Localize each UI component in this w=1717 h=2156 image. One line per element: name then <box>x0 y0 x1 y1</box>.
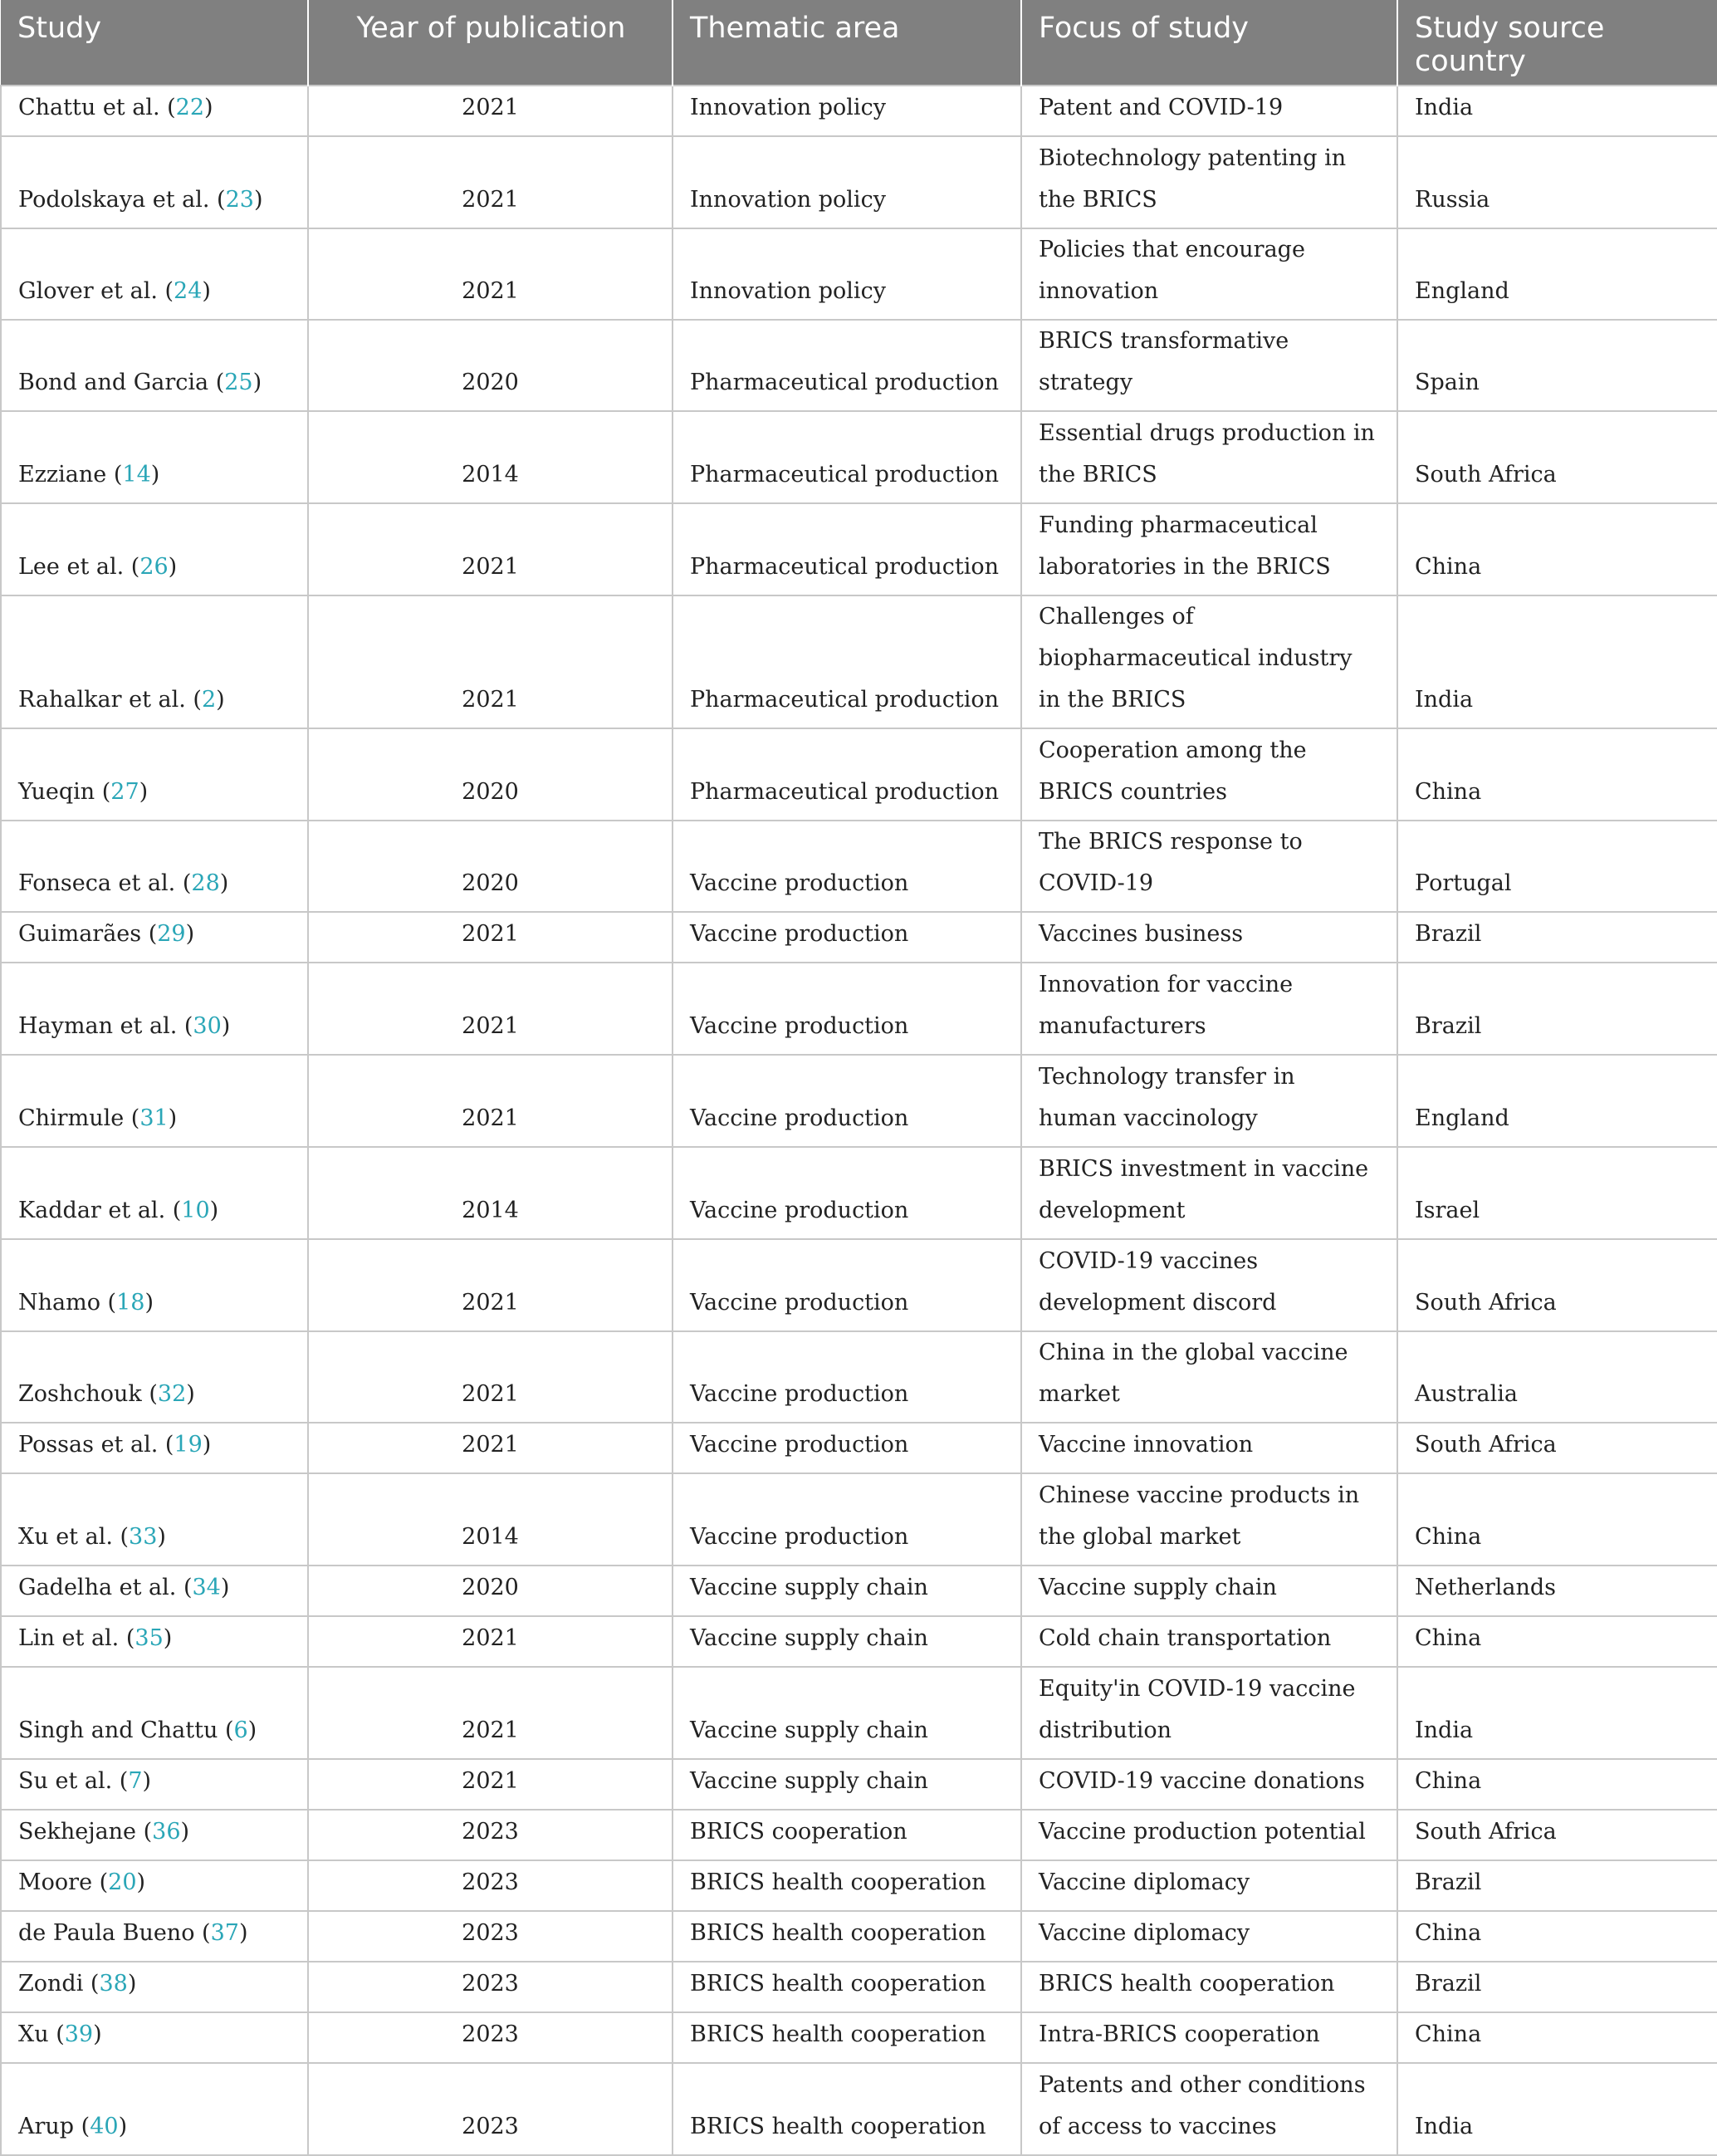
year-cell: 2021 <box>308 1759 673 1810</box>
reference-close-paren: ) <box>118 2114 128 2139</box>
table-row <box>1 1616 1717 1667</box>
thematic-area-cell: BRICS cooperation <box>673 1810 1021 1860</box>
table-row <box>1 1759 1717 1810</box>
focus-cell: Patent and COVID-19 <box>1021 86 1397 136</box>
reference-close-paren: ) <box>253 187 263 213</box>
reference-close-paren: ) <box>136 1869 146 1895</box>
reference-link[interactable]: 37 <box>210 1920 239 1946</box>
country-cell: Brazil <box>1397 1962 1717 2012</box>
reference-link[interactable]: 39 <box>64 2021 94 2047</box>
study-cell <box>1 1860 308 1911</box>
reference-close-paren: ) <box>127 1971 137 1997</box>
reference-close-paren: ) <box>186 1381 195 1407</box>
country-cell: England <box>1397 228 1717 320</box>
country-cell: South Africa <box>1397 411 1717 503</box>
study-author: Singh and Chattu ( <box>18 1717 234 1743</box>
reference-link[interactable]: 33 <box>129 1524 158 1550</box>
focus-cell: Vaccine diplomacy <box>1021 1911 1397 1962</box>
reference-link[interactable]: 6 <box>233 1717 248 1743</box>
focus-cell: BRICS investment in vaccine development <box>1021 1147 1397 1239</box>
thematic-area-cell: Innovation policy <box>673 86 1021 136</box>
reference-close-paren: ) <box>150 462 160 488</box>
reference-close-paren: ) <box>209 1198 219 1223</box>
reference-link[interactable]: 27 <box>110 779 139 805</box>
study-author: Bond and Garcia ( <box>18 370 225 395</box>
study-cell <box>1 1616 308 1667</box>
country-cell: India <box>1397 1667 1717 1759</box>
study-cell <box>1 1473 308 1566</box>
country-cell: South Africa <box>1397 1239 1717 1331</box>
thematic-area-cell: Innovation policy <box>673 136 1021 228</box>
study-cell <box>1 136 308 228</box>
table-row <box>1 595 1717 728</box>
study-author: Fonseca et al. ( <box>18 870 192 896</box>
focus-cell: The BRICS response to COVID-19 <box>1021 821 1397 912</box>
header-thematic-area: Thematic area <box>673 0 1021 86</box>
year-cell: 2021 <box>308 912 673 963</box>
study-author: Arup ( <box>18 2114 90 2139</box>
thematic-area-cell: BRICS health cooperation <box>673 2012 1021 2063</box>
reference-close-paren: ) <box>202 1432 212 1458</box>
focus-cell: Vaccine innovation <box>1021 1423 1397 1473</box>
focus-cell: COVID-19 vaccines development discord <box>1021 1239 1397 1331</box>
study-author: Gadelha et al. ( <box>18 1575 193 1600</box>
reference-close-paren: ) <box>252 370 262 395</box>
table-row <box>1 2063 1717 2155</box>
study-cell <box>1 1566 308 1616</box>
reference-link[interactable]: 31 <box>139 1105 169 1131</box>
reference-close-paren: ) <box>247 1717 257 1743</box>
study-author: Hayman et al. ( <box>18 1013 193 1039</box>
focus-cell: Intra-BRICS cooperation <box>1021 2012 1397 2063</box>
study-cell <box>1 821 308 912</box>
table-header <box>1 0 1717 86</box>
reference-close-paren: ) <box>185 921 195 947</box>
year-cell: 2021 <box>308 503 673 595</box>
header-year: Year of publication <box>308 0 673 86</box>
table-row <box>1 1860 1717 1911</box>
year-cell: 2023 <box>308 2012 673 2063</box>
thematic-area-cell: Vaccine production <box>673 912 1021 963</box>
table-row <box>1 1566 1717 1616</box>
country-cell: China <box>1397 1911 1717 1962</box>
header-country: Study source country <box>1397 0 1717 86</box>
reference-close-paren: ) <box>216 687 225 713</box>
thematic-area-cell: Vaccine supply chain <box>673 1566 1021 1616</box>
reference-close-paren: ) <box>238 1920 248 1946</box>
header-study: Study <box>1 0 308 86</box>
thematic-area-cell: BRICS health cooperation <box>673 1860 1021 1911</box>
study-author: Glover et al. ( <box>18 278 174 304</box>
country-cell: Australia <box>1397 1331 1717 1423</box>
thematic-area-cell: Vaccine production <box>673 1147 1021 1239</box>
study-cell <box>1 1759 308 1810</box>
year-cell: 2021 <box>308 1423 673 1473</box>
table-row <box>1 320 1717 411</box>
table-row <box>1 821 1717 912</box>
year-cell: 2021 <box>308 595 673 728</box>
reference-link[interactable]: 34 <box>192 1575 221 1600</box>
country-cell: Russia <box>1397 136 1717 228</box>
study-cell <box>1 503 308 595</box>
header-focus: Focus of study <box>1021 0 1397 86</box>
study-cell <box>1 1239 308 1331</box>
table-row <box>1 1810 1717 1860</box>
year-cell: 2023 <box>308 1962 673 2012</box>
country-cell: China <box>1397 728 1717 821</box>
study-author: Yueqin ( <box>18 779 111 805</box>
study-cell <box>1 1055 308 1147</box>
year-cell: 2021 <box>308 1239 673 1331</box>
study-cell <box>1 1911 308 1962</box>
thematic-area-cell: Innovation policy <box>673 228 1021 320</box>
country-cell: India <box>1397 2063 1717 2155</box>
focus-cell: Cold chain transportation <box>1021 1616 1397 1667</box>
reference-link[interactable]: 19 <box>174 1432 203 1458</box>
reference-link[interactable]: 18 <box>116 1290 145 1316</box>
thematic-area-cell: Vaccine supply chain <box>673 1667 1021 1759</box>
thematic-area-cell: Pharmaceutical production <box>673 503 1021 595</box>
reference-link[interactable]: 28 <box>191 870 220 896</box>
reference-link[interactable]: 7 <box>128 1768 143 1794</box>
study-author: Ezziane ( <box>18 462 123 488</box>
country-cell: China <box>1397 503 1717 595</box>
table-row <box>1 1239 1717 1331</box>
table-row <box>1 411 1717 503</box>
header-row <box>1 0 1717 86</box>
focus-cell: Funding pharmaceutical laboratories in the BRICS <box>1021 503 1397 595</box>
year-cell: 2021 <box>308 228 673 320</box>
country-cell: Spain <box>1397 320 1717 411</box>
focus-cell: Equity'in COVID-19 vaccine distribution <box>1021 1667 1397 1759</box>
reference-link[interactable]: 23 <box>225 187 254 213</box>
reference-close-paren: ) <box>144 1290 154 1316</box>
study-author: Zoshchouk ( <box>18 1381 158 1407</box>
thematic-area-cell: Vaccine production <box>673 1239 1021 1331</box>
country-cell: South Africa <box>1397 1810 1717 1860</box>
study-cell <box>1 320 308 411</box>
study-cell <box>1 1667 308 1759</box>
table-row <box>1 728 1717 821</box>
focus-cell: Vaccine supply chain <box>1021 1566 1397 1616</box>
focus-cell: Biotechnology patenting in the BRICS <box>1021 136 1397 228</box>
year-cell: 2023 <box>308 1810 673 1860</box>
country-cell: Portugal <box>1397 821 1717 912</box>
reference-close-paren: ) <box>139 779 149 805</box>
table-row <box>1 1667 1717 1759</box>
year-cell: 2021 <box>308 136 673 228</box>
study-cell <box>1 411 308 503</box>
thematic-area-cell: Vaccine production <box>673 963 1021 1055</box>
country-cell: Brazil <box>1397 963 1717 1055</box>
thematic-area-cell: Vaccine production <box>673 1423 1021 1473</box>
table-row <box>1 1473 1717 1566</box>
reference-link[interactable]: 32 <box>157 1381 187 1407</box>
study-author: Zondi ( <box>18 1971 100 1997</box>
year-cell: 2020 <box>308 1566 673 1616</box>
study-cell <box>1 728 308 821</box>
country-cell: China <box>1397 1473 1717 1566</box>
study-author: Xu et al. ( <box>18 1524 130 1550</box>
year-cell: 2021 <box>308 1667 673 1759</box>
focus-cell: COVID-19 vaccine donations <box>1021 1759 1397 1810</box>
study-author: Moore ( <box>18 1869 109 1895</box>
year-cell: 2021 <box>308 1616 673 1667</box>
reference-close-paren: ) <box>168 1105 178 1131</box>
country-cell: China <box>1397 1759 1717 1810</box>
reference-link[interactable]: 25 <box>224 370 253 395</box>
thematic-area-cell: Vaccine production <box>673 1331 1021 1423</box>
reference-close-paren: ) <box>163 1625 173 1651</box>
focus-cell: Patents and other conditions of access to vaccines <box>1021 2063 1397 2155</box>
study-cell <box>1 1810 308 1860</box>
study-author: Su et al. ( <box>18 1768 129 1794</box>
focus-cell: BRICS health cooperation <box>1021 1962 1397 2012</box>
thematic-area-cell: Vaccine production <box>673 821 1021 912</box>
study-cell <box>1 963 308 1055</box>
thematic-area-cell: Pharmaceutical production <box>673 320 1021 411</box>
reference-link[interactable]: 2 <box>201 687 217 713</box>
year-cell: 2014 <box>308 1473 673 1566</box>
focus-cell: Cooperation among the BRICS countries <box>1021 728 1397 821</box>
study-author: Kaddar et al. ( <box>18 1198 182 1223</box>
focus-cell: China in the global vaccine market <box>1021 1331 1397 1423</box>
table-row <box>1 1055 1717 1147</box>
reference-close-paren: ) <box>202 278 211 304</box>
study-author: de Paula Bueno ( <box>18 1920 211 1946</box>
focus-cell: Vaccine diplomacy <box>1021 1860 1397 1911</box>
country-cell: Netherlands <box>1397 1566 1717 1616</box>
reference-link[interactable]: 40 <box>90 2114 119 2139</box>
reference-close-paren: ) <box>220 1575 230 1600</box>
study-cell <box>1 1962 308 2012</box>
focus-cell: Challenges of biopharmaceutical industry in the BRICS <box>1021 595 1397 728</box>
study-cell <box>1 86 308 136</box>
country-cell: India <box>1397 595 1717 728</box>
year-cell: 2021 <box>308 86 673 136</box>
reference-link[interactable]: 35 <box>135 1625 164 1651</box>
thematic-area-cell: Pharmaceutical production <box>673 595 1021 728</box>
reference-link[interactable]: 26 <box>139 554 169 580</box>
reference-link[interactable]: 14 <box>122 462 151 488</box>
study-cell <box>1 595 308 728</box>
study-author: Podolskaya et al. ( <box>18 187 226 213</box>
reference-close-paren: ) <box>168 554 178 580</box>
table-row <box>1 1962 1717 2012</box>
year-cell: 2023 <box>308 1911 673 1962</box>
year-cell: 2023 <box>308 1860 673 1911</box>
study-cell <box>1 1331 308 1423</box>
study-author: Guimarães ( <box>18 921 158 947</box>
year-cell: 2023 <box>308 2063 673 2155</box>
table-row <box>1 86 1717 136</box>
reference-link[interactable]: 30 <box>193 1013 222 1039</box>
study-cell <box>1 912 308 963</box>
study-cell <box>1 1423 308 1473</box>
thematic-area-cell: Vaccine production <box>673 1055 1021 1147</box>
focus-cell: BRICS transformative strategy <box>1021 320 1397 411</box>
reference-link[interactable]: 24 <box>174 278 203 304</box>
table-row <box>1 963 1717 1055</box>
table-row <box>1 503 1717 595</box>
reference-close-paren: ) <box>204 95 213 120</box>
table-row <box>1 912 1717 963</box>
study-author: Chattu et al. ( <box>18 95 176 120</box>
thematic-area-cell: Vaccine production <box>673 1473 1021 1566</box>
table-row <box>1 228 1717 320</box>
country-cell: China <box>1397 1616 1717 1667</box>
year-cell: 2021 <box>308 963 673 1055</box>
focus-cell: Innovation for vaccine manufacturers <box>1021 963 1397 1055</box>
country-cell: Israel <box>1397 1147 1717 1239</box>
country-cell: England <box>1397 1055 1717 1147</box>
year-cell: 2021 <box>308 1331 673 1423</box>
thematic-area-cell: Vaccine supply chain <box>673 1616 1021 1667</box>
reference-link[interactable]: 29 <box>157 921 186 947</box>
reference-link[interactable]: 10 <box>181 1198 210 1223</box>
table-row <box>1 1911 1717 1962</box>
focus-cell: Policies that encourage innovation <box>1021 228 1397 320</box>
thematic-area-cell: Pharmaceutical production <box>673 728 1021 821</box>
study-author: Lin et al. ( <box>18 1625 135 1651</box>
reference-link[interactable]: 38 <box>99 1971 128 1997</box>
study-author: Rahalkar et al. ( <box>18 687 202 713</box>
country-cell: Brazil <box>1397 912 1717 963</box>
study-author: Possas et al. ( <box>18 1432 174 1458</box>
thematic-area-cell: Pharmaceutical production <box>673 411 1021 503</box>
study-cell <box>1 2063 308 2155</box>
country-cell: Brazil <box>1397 1860 1717 1911</box>
thematic-area-cell: BRICS health cooperation <box>673 1911 1021 1962</box>
thematic-area-cell: BRICS health cooperation <box>673 1962 1021 2012</box>
focus-cell: Vaccine production potential <box>1021 1810 1397 1860</box>
country-cell: India <box>1397 86 1717 136</box>
table-row <box>1 1423 1717 1473</box>
country-cell: China <box>1397 2012 1717 2063</box>
reference-close-paren: ) <box>180 1819 190 1845</box>
reference-close-paren: ) <box>221 1013 231 1039</box>
focus-cell: Essential drugs production in the BRICS <box>1021 411 1397 503</box>
table-row <box>1 1331 1717 1423</box>
study-author: Nhamo ( <box>18 1290 117 1316</box>
reference-close-paren: ) <box>93 2021 102 2047</box>
study-author: Xu ( <box>18 2021 65 2047</box>
table-body <box>1 86 1717 2155</box>
focus-cell: Chinese vaccine products in the global market <box>1021 1473 1397 1566</box>
reference-link[interactable]: 20 <box>108 1869 137 1895</box>
table-row <box>1 1147 1717 1239</box>
table-row <box>1 2012 1717 2063</box>
study-author: Lee et al. ( <box>18 554 140 580</box>
reference-close-paren: ) <box>157 1524 166 1550</box>
year-cell: 2020 <box>308 728 673 821</box>
study-author: Chirmule ( <box>18 1105 140 1131</box>
year-cell: 2021 <box>308 1055 673 1147</box>
year-cell: 2014 <box>308 1147 673 1239</box>
year-cell: 2014 <box>308 411 673 503</box>
reference-close-paren: ) <box>219 870 229 896</box>
country-cell: South Africa <box>1397 1423 1717 1473</box>
reference-link[interactable]: 36 <box>152 1819 181 1845</box>
focus-cell: Technology transfer in human vaccinology <box>1021 1055 1397 1147</box>
table-row <box>1 136 1717 228</box>
study-author: Sekhejane ( <box>18 1819 153 1845</box>
thematic-area-cell: BRICS health cooperation <box>673 2063 1021 2155</box>
reference-close-paren: ) <box>142 1768 152 1794</box>
year-cell: 2020 <box>308 821 673 912</box>
study-cell <box>1 228 308 320</box>
study-cell <box>1 1147 308 1239</box>
study-cell <box>1 2012 308 2063</box>
reference-link[interactable]: 22 <box>175 95 205 120</box>
thematic-area-cell: Vaccine supply chain <box>673 1759 1021 1810</box>
focus-cell: Vaccines business <box>1021 912 1397 963</box>
year-cell: 2020 <box>308 320 673 411</box>
